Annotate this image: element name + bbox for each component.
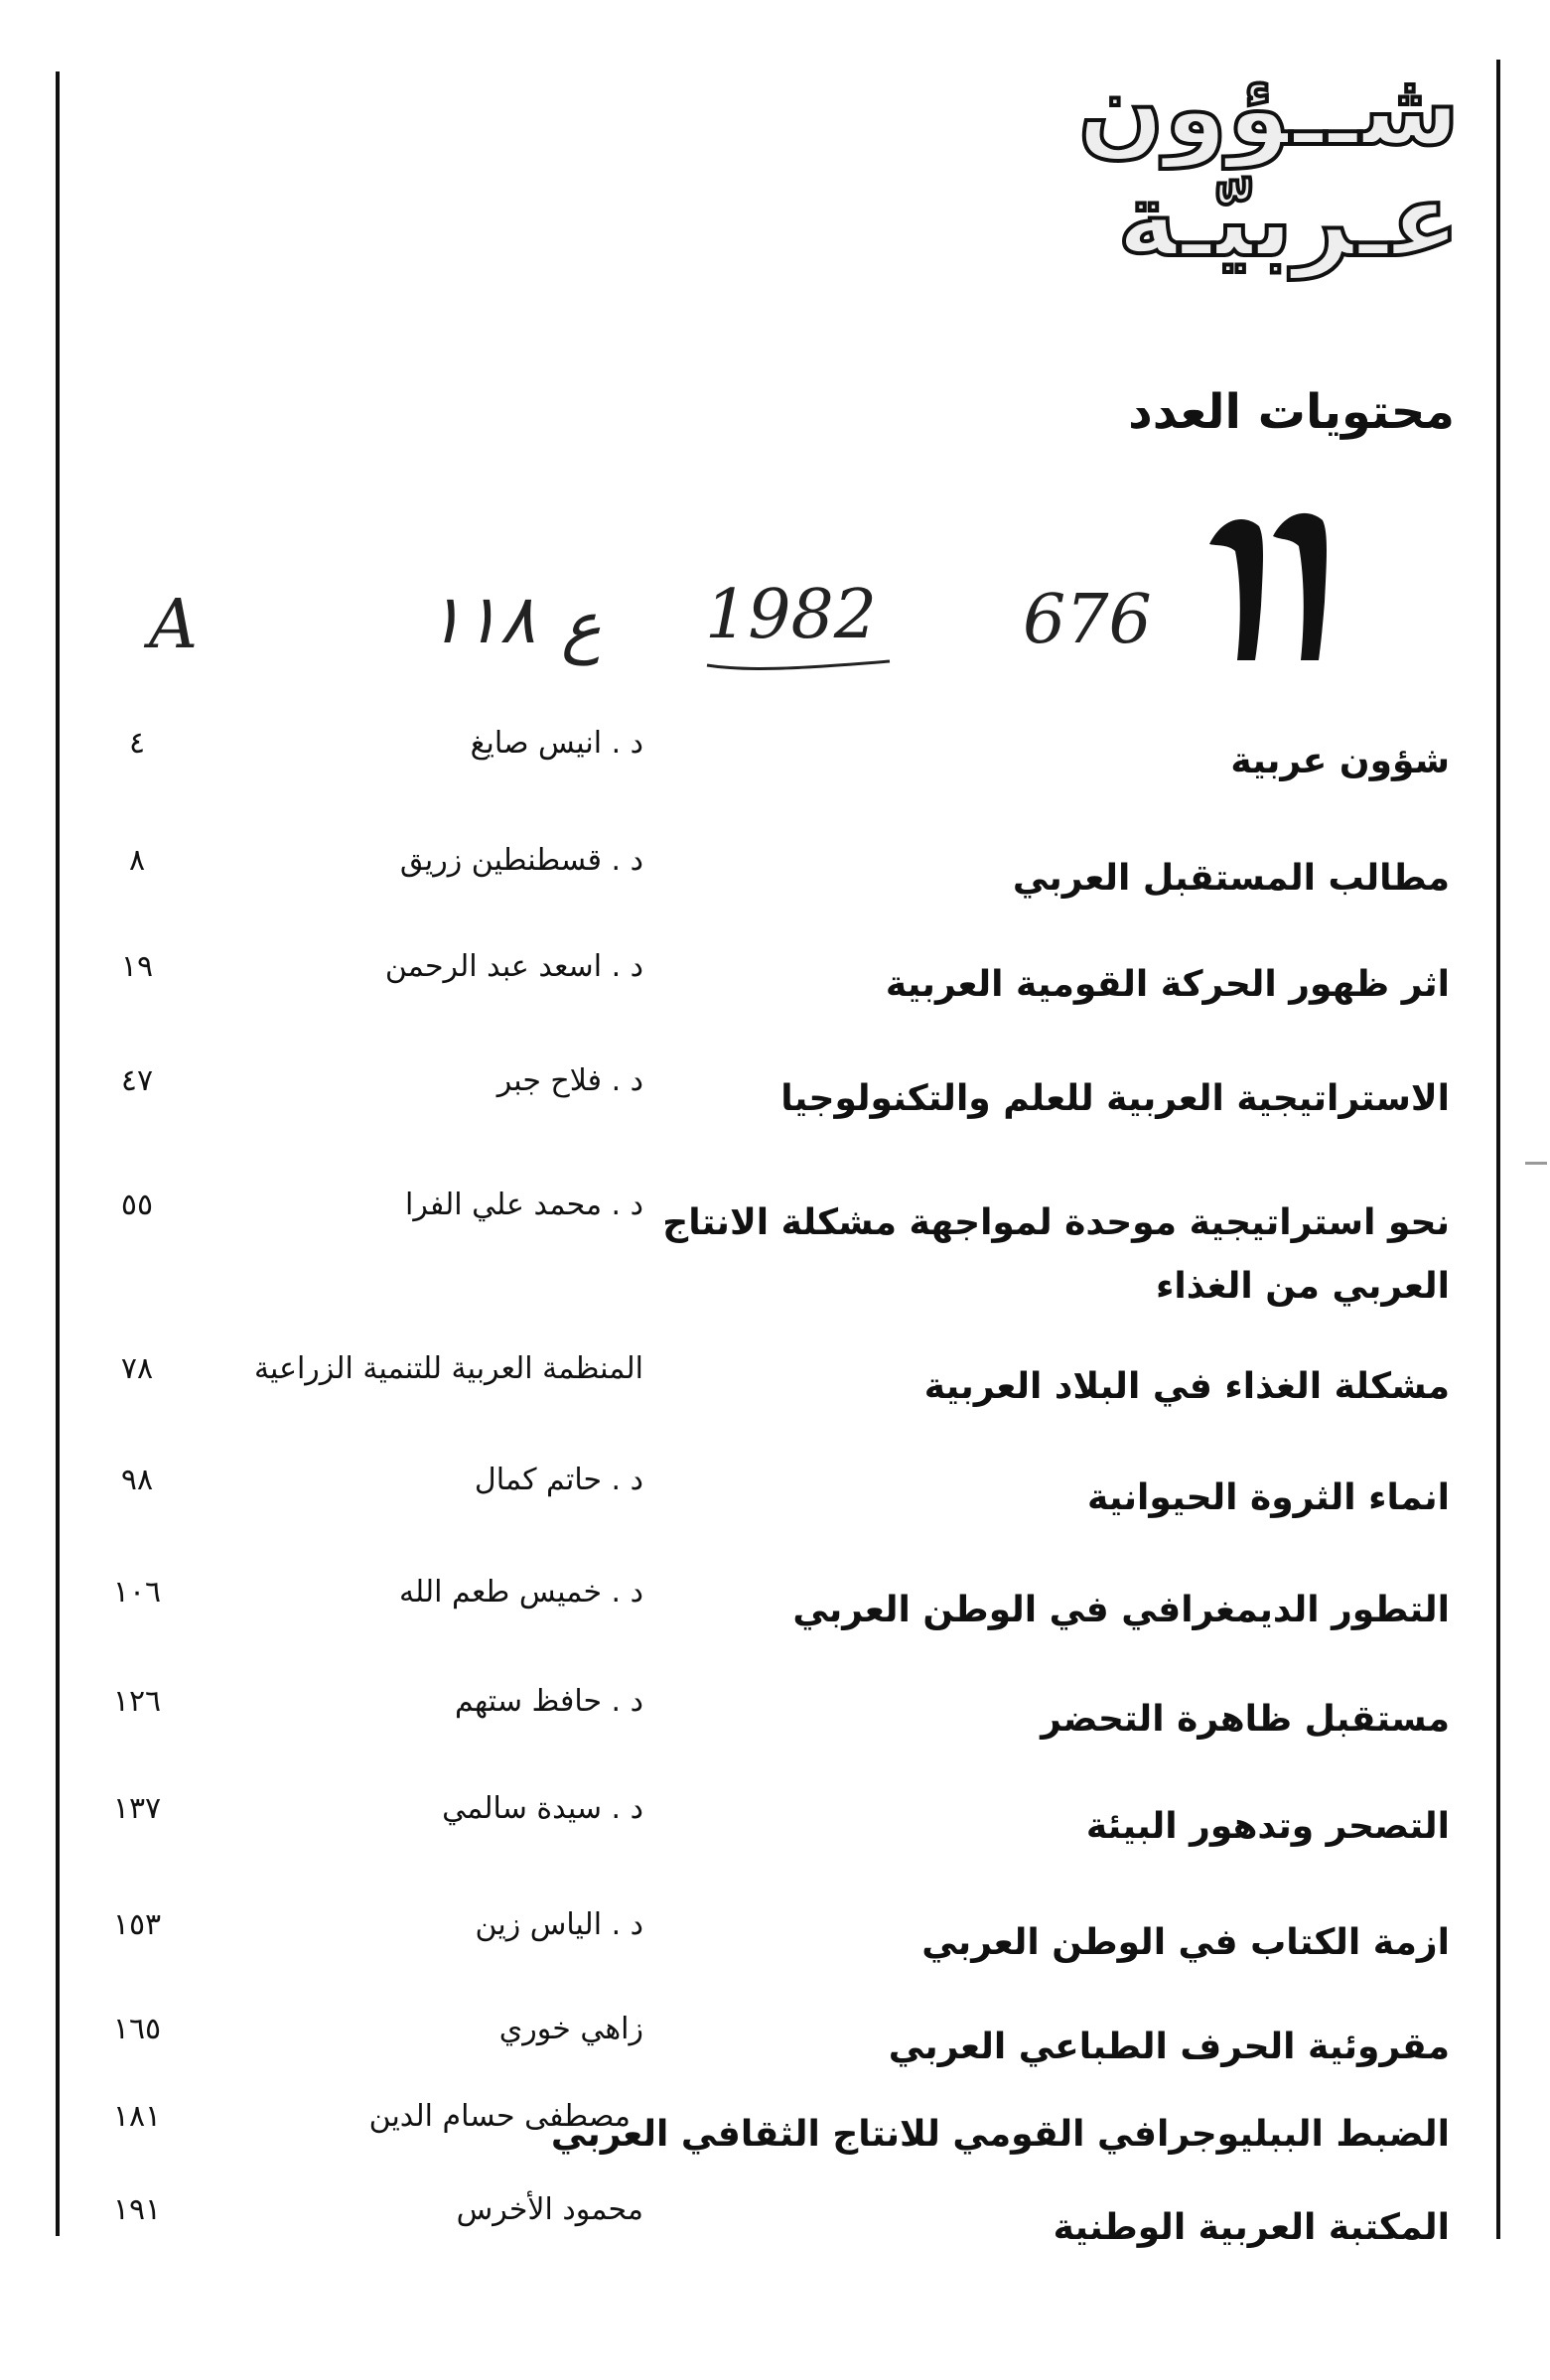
article-page-number: ١٣٧ [112, 1791, 162, 1826]
article-title: مستقبل ظاهرة التحضر [1041, 1699, 1450, 1740]
toc-row [60, 1188, 1450, 1321]
article-page-number: ٨ [128, 843, 146, 878]
handwritten-mark-3: ع [561, 588, 602, 666]
issue-number [1201, 496, 1340, 665]
toc-row [60, 1575, 1450, 1678]
article-author: د . اسعد عبد الرحمن [384, 949, 643, 984]
logo-line-top: شــؤون [1077, 51, 1460, 169]
article-title: انماء الثروة الحيوانية [1086, 1477, 1450, 1518]
article-author: مصطفى حسام الدين [368, 2099, 631, 2134]
article-author: د . حاتم كمال [474, 1463, 643, 1497]
article-page-number: ١٥٣ [112, 1907, 162, 1942]
article-title: المكتبة العربية الوطنية [1053, 2207, 1450, 2248]
article-title: شؤون عربية [1230, 741, 1450, 781]
article-title: مطالب المستقبل العربي [1012, 858, 1450, 899]
handwritten-mark-5: 676 [1023, 581, 1152, 659]
logo-line-bottom: عـربيّـة [1117, 162, 1460, 280]
article-author: د . حافظ ستهم [455, 1684, 643, 1719]
article-title: مقروئية الحرف الطباعي العربي [888, 2027, 1450, 2067]
toc-row [60, 1791, 1450, 1894]
toc-row [60, 1684, 1450, 1787]
article-author: د . فلاح جبر [496, 1063, 643, 1098]
article-page-number: ١٨١ [112, 2099, 162, 2134]
article-page-number: ١٢٦ [112, 1684, 162, 1719]
article-author: د . الياس زين [475, 1907, 643, 1942]
article-title: التطور الديمغرافي في الوطن العربي [792, 1590, 1450, 1630]
toc-row [60, 843, 1450, 946]
toc-row [60, 1907, 1450, 2011]
article-author: د . انيس صايغ [470, 726, 643, 761]
article-author: د . محمد علي الفرا [405, 1188, 643, 1222]
article-author: د . سيدة سالمي [442, 1791, 643, 1826]
article-page-number: ١٠٦ [112, 1575, 162, 1610]
handwritten-mark-2: ‏١١٨ [427, 581, 536, 659]
article-page-number: ١٩ [120, 949, 154, 984]
masthead-logo [1077, 51, 1460, 298]
article-title: الاستراتيجية العربية للعلم والتكنولوجيا [780, 1078, 1450, 1119]
article-page-number: ١٦٥ [112, 2012, 162, 2046]
article-author: د . قسطنطين زريق [399, 843, 643, 878]
handwritten-underline [705, 655, 894, 675]
article-page-number: ٤ [128, 726, 146, 761]
right-margin-rule [1496, 60, 1500, 2239]
section-title: محتويات العدد [1128, 384, 1455, 440]
article-title: الضبط الببليوجرافي القومي للانتاج الثقافي العربي [550, 2114, 1450, 2155]
handwritten-mark-4: 1982 [705, 576, 878, 654]
article-page-number: ٩٨ [120, 1463, 154, 1497]
toc-row [60, 2192, 1450, 2296]
article-author: زاهي خوري [498, 2012, 643, 2046]
article-title: نحو استراتيجية موحدة لمواجهة مشكلة الانتاج العربي من الغذاء [662, 1202, 1450, 1307]
handwritten-mark-1: A [149, 586, 199, 664]
article-page-number: ٤٧ [120, 1063, 154, 1098]
article-page-number: ١٩١ [112, 2192, 162, 2227]
article-author: المنظمة العربية للتنمية الزراعية [253, 1351, 643, 1386]
article-title: اثر ظهور الحركة القومية العربية [885, 964, 1450, 1005]
article-title: مشكلة الغذاء في البلاد العربية [923, 1366, 1450, 1407]
toc-row [60, 2012, 1450, 2115]
scan-edge-mark [1525, 1162, 1547, 1165]
toc-row [60, 726, 1450, 829]
toc-row [60, 1463, 1450, 1566]
article-author: محمود الأخرس [456, 2192, 643, 2227]
article-title: ازمة الكتاب في الوطن العربي [921, 1922, 1450, 1963]
toc-row [60, 1063, 1450, 1167]
toc-row [60, 949, 1450, 1052]
article-page-number: ٧٨ [120, 1351, 154, 1386]
toc-row [60, 1351, 1450, 1455]
article-author: د . خميس طعم الله [398, 1575, 643, 1610]
article-page-number: ٥٥ [120, 1188, 154, 1222]
article-title: التصحر وتدهور البيئة [1085, 1806, 1450, 1847]
